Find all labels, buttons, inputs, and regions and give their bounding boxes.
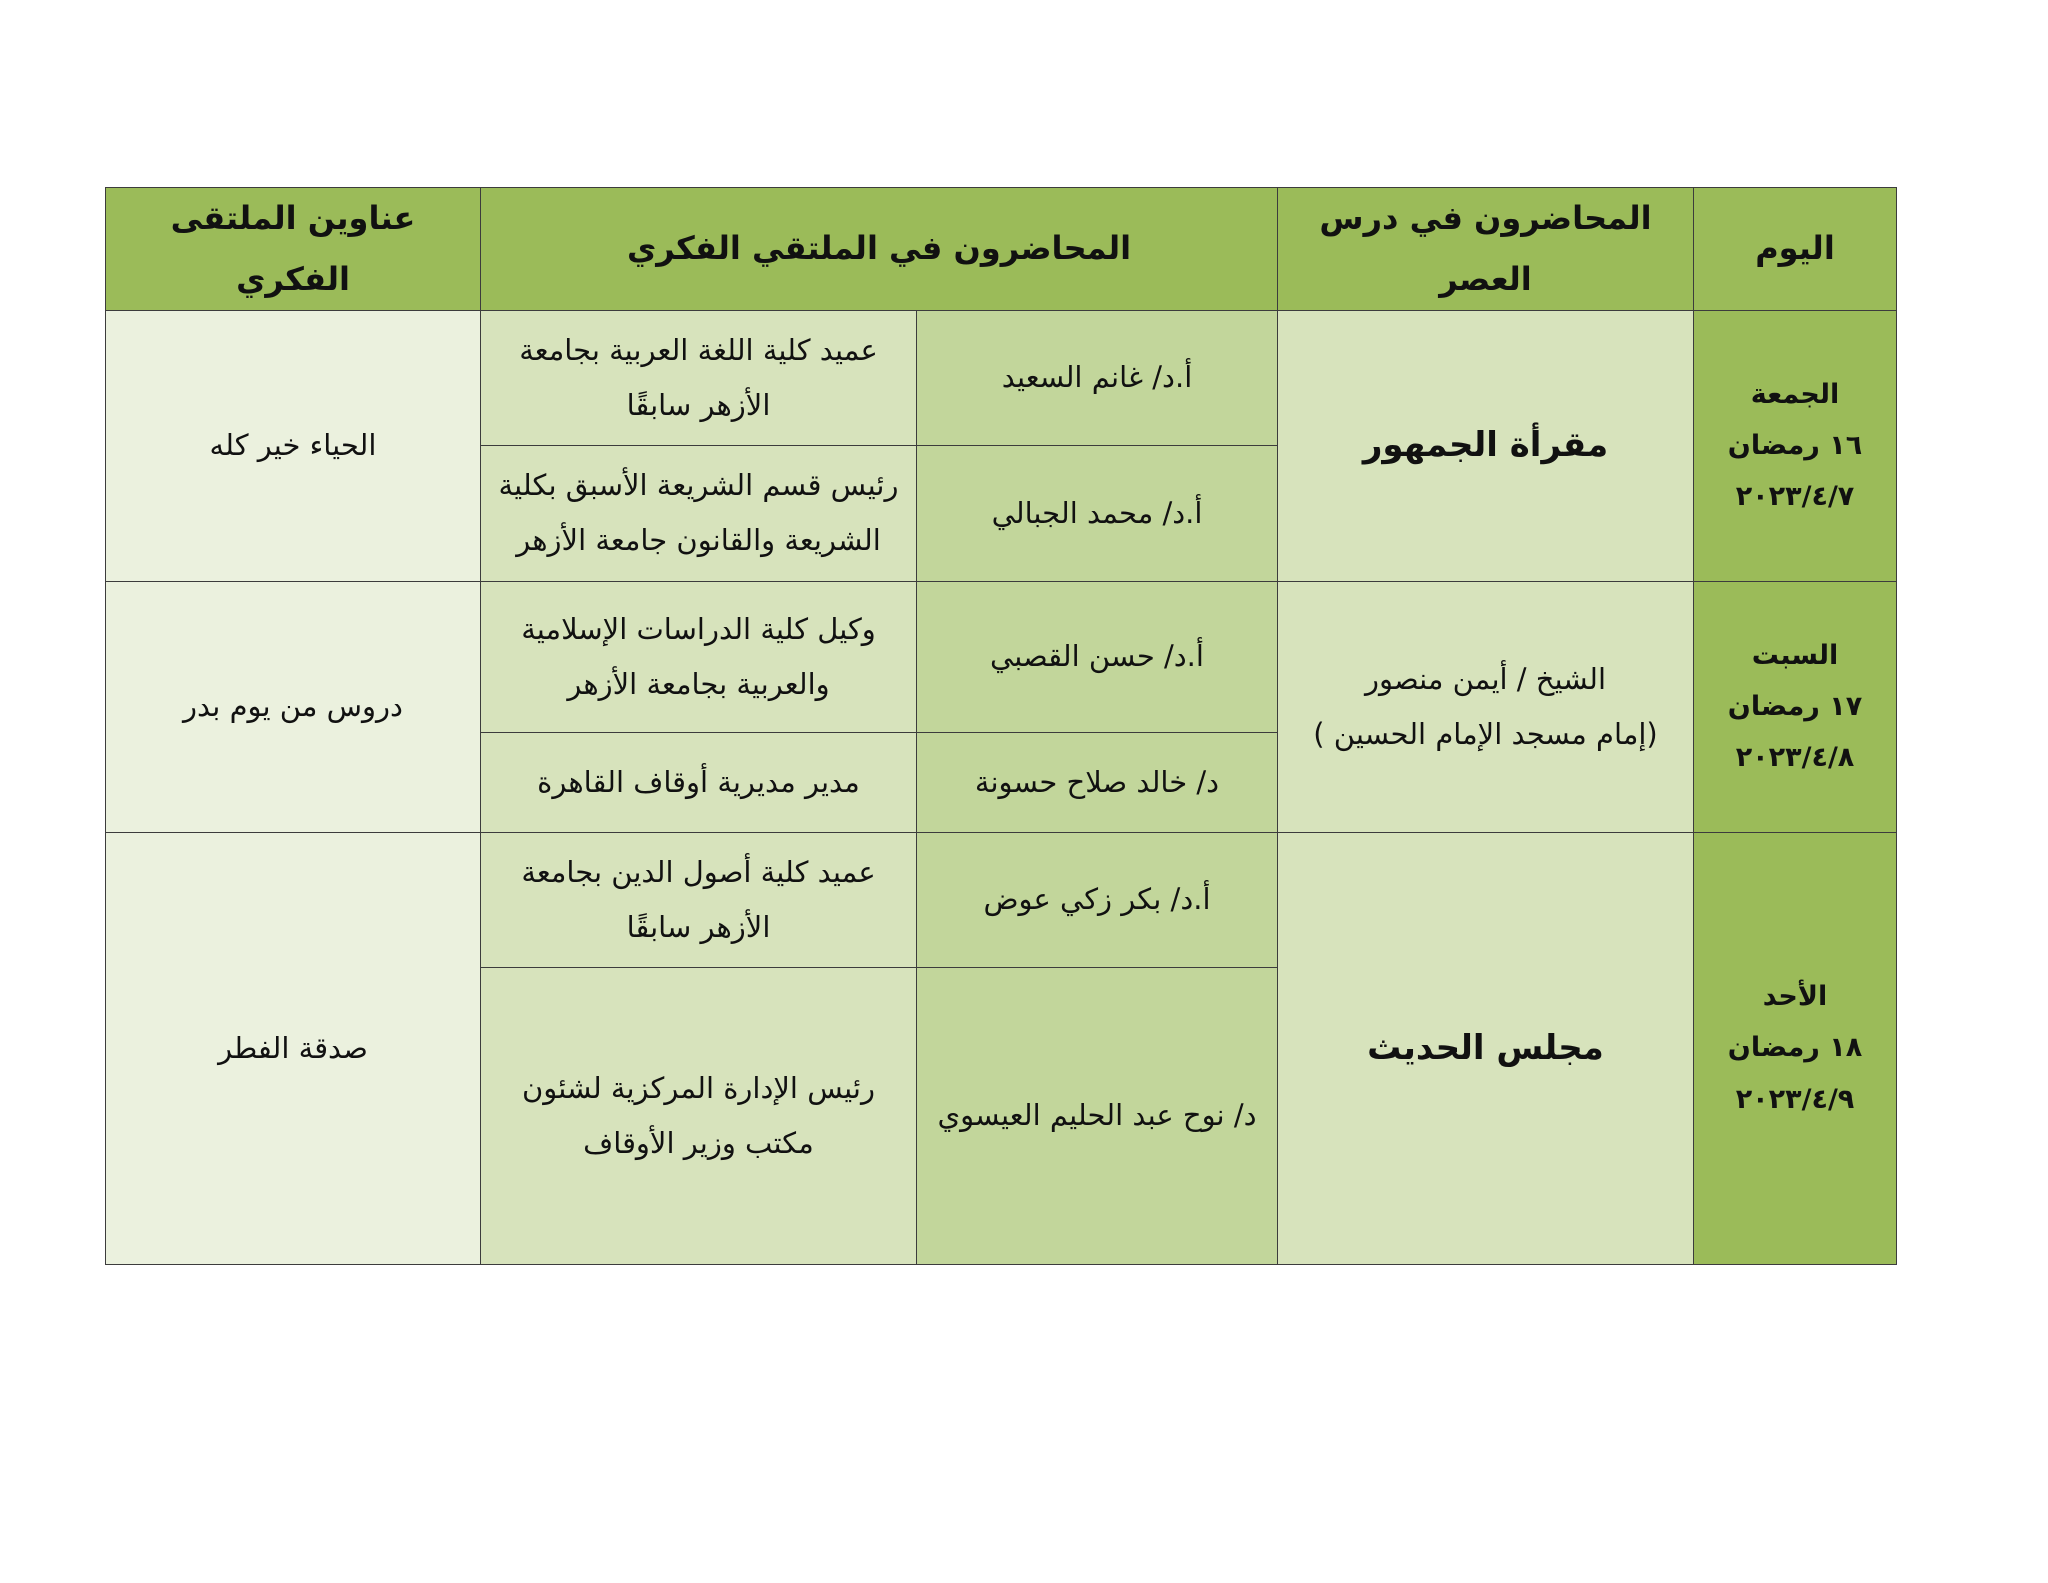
header-forum-lecturers: المحاضرون في الملتقي الفكري (481, 188, 1278, 311)
day-name: الأحد (1762, 981, 1828, 1013)
hijri-date: ١٨ رمضان (1727, 1032, 1863, 1064)
day-name: السبت (1751, 639, 1839, 671)
hijri-date: ١٦ رمضان (1727, 429, 1863, 461)
afternoon-cell (1278, 832, 1694, 1264)
table-row (106, 310, 1897, 445)
lecturer-name: أ.د/ غانم السعيد (917, 310, 1278, 445)
lecturer-name: أ.د/ حسن القصبي (917, 581, 1278, 732)
table-row (106, 581, 1897, 732)
header-afternoon-lecturers: المحاضرون في درس العصر (1278, 188, 1694, 311)
day-cell (1694, 310, 1897, 581)
gregorian-date: ٢٠٢٣/٤/٨ (1735, 742, 1855, 774)
lecturer-role: وكيل كلية الدراسات الإسلامية والعربية بجامعة الأزهر (481, 581, 917, 732)
gregorian-date: ٢٠٢٣/٤/٩ (1735, 1083, 1855, 1115)
hijri-date: ١٧ رمضان (1727, 690, 1863, 722)
day-name: الجمعة (1750, 378, 1840, 410)
forum-title: دروس من يوم بدر (106, 581, 481, 832)
header-row (106, 188, 1897, 311)
lecturer-name: أ.د/ بكر زكي عوض (917, 832, 1278, 967)
table-row (106, 832, 1897, 967)
lecturer-role: رئيس قسم الشريعة الأسبق بكلية الشريعة والقانون جامعة الأزهر (481, 445, 917, 581)
lecturer-role: عميد كلية اللغة العربية بجامعة الأزهر سابقًا (481, 310, 917, 445)
day-cell (1694, 581, 1897, 832)
lecturer-role: عميد كلية أصول الدين بجامعة الأزهر سابقًا (481, 832, 917, 967)
afternoon-lecturer-role: (إمام مسجد الإمام الحسين ) (1313, 716, 1658, 751)
gregorian-date: ٢٠٢٣/٤/٧ (1735, 481, 1855, 513)
afternoon-lecturer: الشيخ / أيمن منصور (1364, 661, 1607, 696)
lecturer-name: د/ خالد صلاح حسونة (917, 732, 1278, 832)
schedule-table (105, 187, 1897, 1265)
afternoon-lesson: مجلس الحديث (1367, 1027, 1604, 1068)
lecturer-name: د/ نوح عبد الحليم العيسوي (917, 967, 1278, 1264)
afternoon-lesson: مقرأة الجمهور (1362, 425, 1609, 466)
forum-title: صدقة الفطر (106, 832, 481, 1264)
lecturer-role: رئيس الإدارة المركزية لشئون مكتب وزير الأوقاف (481, 967, 917, 1264)
lecturer-role: مدير مديرية أوقاف القاهرة (481, 732, 917, 832)
day-cell (1694, 832, 1897, 1264)
afternoon-cell (1278, 310, 1694, 581)
lecturer-name: أ.د/ محمد الجبالي (917, 445, 1278, 581)
forum-title: الحياء خير كله (106, 310, 481, 581)
afternoon-cell (1278, 581, 1694, 832)
header-forum-titles: عناوين الملتقى الفكري (106, 188, 481, 311)
header-day: اليوم (1694, 188, 1897, 311)
